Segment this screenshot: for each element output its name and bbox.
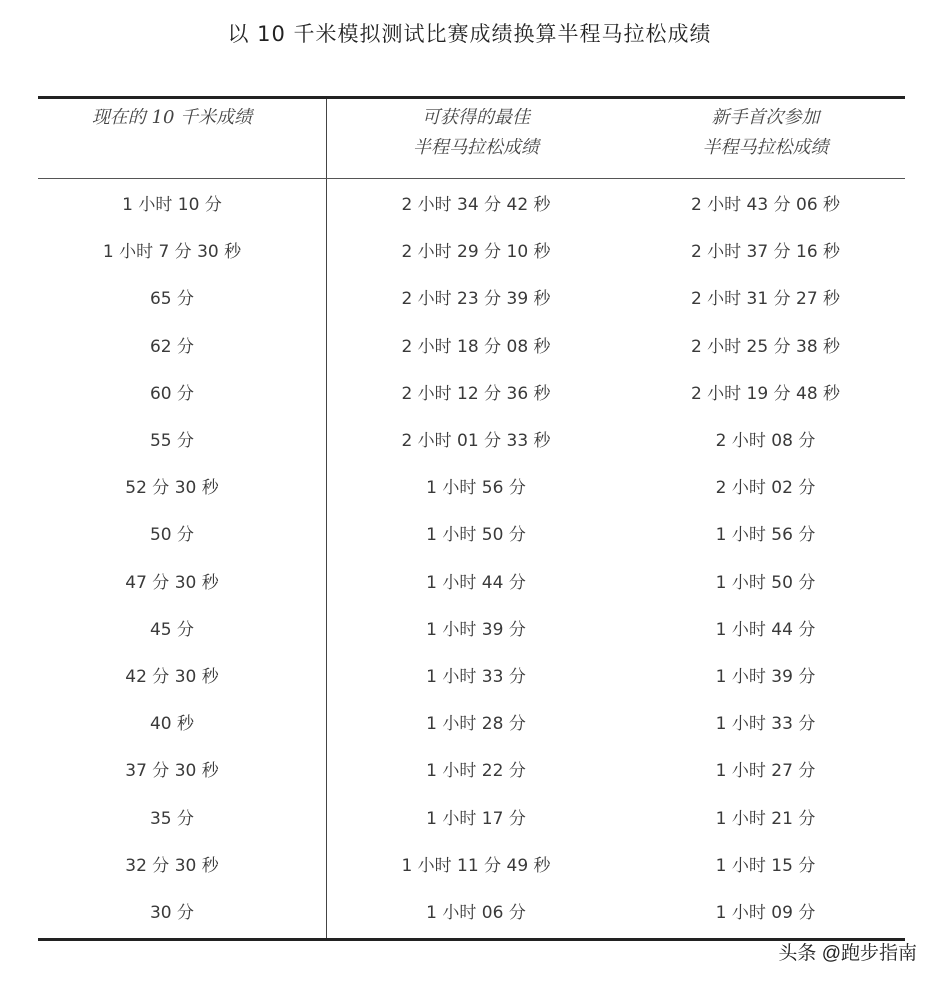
table-cell: 52 分 30 秒 [125, 478, 219, 499]
table-cell: 55 分 [149, 431, 195, 452]
page-title: 以 10 千米模拟测试比赛成绩换算半程马拉松成绩 [227, 22, 712, 46]
table-row [38, 698, 905, 745]
table-cell: 1 小时 17 分 [426, 808, 526, 829]
header-current-10k: 现在的 10 千米成绩 [91, 107, 253, 128]
table-cell: 50 分 [149, 525, 195, 546]
table-cell: 1 小时 56 分 [715, 525, 816, 546]
table-cell: 1 小时 15 分 [715, 855, 816, 876]
header-best-half-marathon: 可获得的最佳 半程马拉松成绩 [413, 107, 539, 158]
table-cell: 1 小时 44 分 [715, 619, 816, 640]
watermark-text: 头条 @跑步指南 [778, 943, 917, 964]
table-row [38, 415, 905, 462]
table-cell: 45 分 [149, 619, 195, 640]
table-cell: 2 小时 34 分 42 秒 [401, 195, 551, 216]
table-cell: 1 小时 7 分 30 秒 [102, 242, 242, 263]
table-row [38, 651, 905, 698]
table-row [38, 604, 905, 651]
table-cell: 2 小时 12 分 36 秒 [401, 383, 551, 404]
table-row [38, 179, 905, 226]
table-cell: 62 分 [149, 336, 195, 357]
table-row [38, 509, 905, 556]
table-bottom-rule [38, 938, 905, 941]
table-cell: 2 小时 01 分 33 秒 [401, 431, 551, 452]
table-cell: 2 小时 02 分 [715, 478, 816, 499]
table-row [38, 887, 905, 934]
table-row [38, 368, 905, 415]
table-cell: 1 小时 06 分 [426, 902, 526, 923]
table-cell: 2 小时 08 分 [715, 431, 816, 452]
table-cell: 2 小时 18 分 08 秒 [401, 336, 551, 357]
table-cell: 37 分 30 秒 [125, 761, 219, 782]
table-cell: 2 小时 43 分 06 秒 [690, 195, 841, 216]
table-cell: 32 分 30 秒 [125, 855, 219, 876]
table-cell: 1 小时 33 分 [715, 714, 816, 735]
table-cell: 65 分 [149, 289, 195, 310]
table-cell: 2 小时 29 分 10 秒 [401, 242, 551, 263]
table-cell: 1 小时 50 分 [715, 572, 816, 593]
table-row [38, 840, 905, 887]
header-beginner-half-marathon: 新手首次参加 半程马拉松成绩 [702, 107, 829, 158]
table-body [38, 179, 905, 934]
table-cell: 42 分 30 秒 [125, 666, 219, 687]
table-cell: 1 小时 39 分 [715, 666, 816, 687]
table-cell: 1 小时 56 分 [426, 478, 526, 499]
table-cell: 1 小时 28 分 [426, 714, 526, 735]
table-row [38, 226, 905, 273]
table-cell: 1 小时 39 分 [426, 619, 526, 640]
table-cell: 30 分 [149, 902, 195, 923]
table-cell: 1 小时 22 分 [426, 761, 526, 782]
table-cell: 1 小时 33 分 [426, 666, 526, 687]
table-cell: 1 小时 44 分 [426, 572, 526, 593]
table-cell: 2 小时 23 分 39 秒 [401, 289, 551, 310]
table-header [38, 99, 905, 178]
table-cell: 60 分 [149, 383, 195, 404]
table-row [38, 462, 905, 509]
table-cell: 35 分 [149, 808, 195, 829]
table-row [38, 792, 905, 839]
table-cell: 1 小时 21 分 [715, 808, 816, 829]
table-cell: 1 小时 11 分 49 秒 [401, 855, 551, 876]
table-cell: 1 小时 10 分 [122, 195, 222, 216]
table-cell: 1 小时 50 分 [426, 525, 526, 546]
table-cell: 1 小时 09 分 [715, 902, 816, 923]
table-row [38, 321, 905, 368]
table-row [38, 273, 905, 320]
table-row [38, 557, 905, 604]
table-cell: 2 小时 25 分 38 秒 [690, 336, 841, 357]
table-cell: 2 小时 19 分 48 秒 [690, 383, 841, 404]
table-cell: 40 秒 [149, 714, 195, 735]
table-cell: 2 小时 37 分 16 秒 [690, 242, 841, 263]
table-row [38, 745, 905, 792]
table-cell: 2 小时 31 分 27 秒 [690, 289, 841, 310]
table-cell: 1 小时 27 分 [715, 761, 816, 782]
table-cell: 47 分 30 秒 [125, 572, 219, 593]
